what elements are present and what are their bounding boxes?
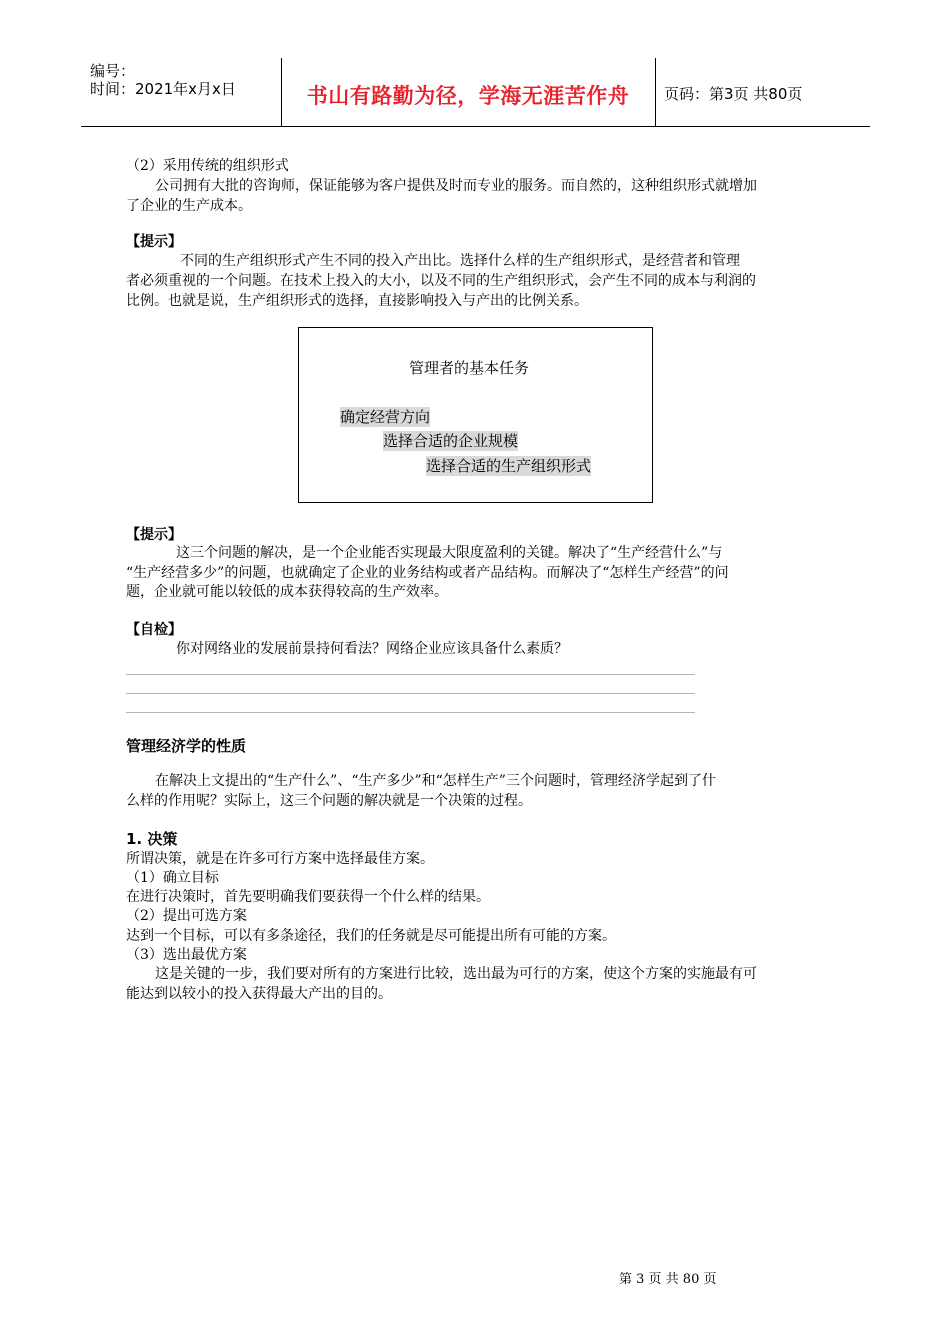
step-title: （3）选出最优方案 [126,947,247,963]
tip-line: 者必须重视的一个问题。在技术上投入的大小，以及不同的生产组织形式，会产生不同的成本与利润的 [126,273,756,289]
motto: 书山有路勤为径，学海无涯苦作舟 [306,83,630,108]
selfcheck-question: 你对网络业的发展前景持何看法？网络企业应该具备什么素质？ [176,641,568,657]
decision-heading: 1. 决策 [126,830,178,848]
box-item: 选择合适的企业规模 [383,432,519,450]
answer-line [126,693,695,694]
paragraph-line: 在进行决策时，首先要明确我们要获得一个什么样的结果。 [126,889,490,905]
paragraph-line: 么样的作用呢？实际上，这三个问题的解决就是一个决策的过程。 [126,793,532,809]
box-item: 选择合适的生产组织形式 [426,457,592,475]
paragraph-line: 这是关键的一步，我们要对所有的方案进行比较，选出最为可行的方案，使这个方案的实施最有可 [155,966,757,982]
answer-line [126,674,695,675]
tip-label: 【提示】 [126,527,182,543]
section-heading: （2）采用传统的组织形式 [126,158,289,174]
tip-line: 题，企业就可能以较低的成本获得较高的生产效率。 [126,584,448,600]
page-footer: 第 3 页 共 80 页 [619,1272,717,1287]
header-page-cell [655,58,870,126]
time-label: 时间：2021年x月x日 [90,80,236,98]
paragraph-line: 公司拥有大批的咨询师，保证能够为客户提供及时而专业的服务。而自然的，这种组织形式就增加 [155,178,757,194]
tip-line: 这三个问题的解决，是一个企业能否实现最大限度盈利的关键。解决了“生产经营什么”与 [176,545,723,561]
box-item: 确定经营方向 [340,408,431,426]
paragraph-line: 达到一个目标，可以有多条途径，我们的任务就是尽可能提出所有可能的方案。 [126,928,616,944]
selfcheck-label: 【自检】 [126,622,182,638]
tip-label: 【提示】 [126,234,182,250]
section-heading: 管理经济学的性质 [126,737,247,755]
tip-line: “生产经营多少”的问题，也就确定了企业的业务结构或者产品结构。而解决了“怎样生产经营”的问 [126,565,729,581]
paragraph-line: 在解决上文提出的“生产什么”、“生产多少”和“怎样生产”三个问题时，管理经济学起到了什 [155,773,716,789]
paragraph-line: 能达到以较小的投入获得最大产出的目的。 [126,986,392,1002]
page-info: 页码：第3页 共80页 [664,85,803,103]
page-header [81,58,870,127]
step-title: （1）确立目标 [126,870,219,886]
number-label: 编号： [90,62,136,80]
answer-line [126,712,695,713]
tip-line: 比例。也就是说，生产组织形式的选择，直接影响投入与产出的比例关系。 [126,293,588,309]
header-meta-cell [81,58,282,126]
paragraph-line: 了企业的生产成本。 [126,198,252,214]
basic-tasks-box [298,327,653,503]
paragraph-line: 所谓决策，就是在许多可行方案中选择最佳方案。 [126,851,434,867]
tip-line: 不同的生产组织形式产生不同的投入产出比。选择什么样的生产组织形式，是经营者和管理 [180,253,740,269]
box-title: 管理者的基本任务 [409,359,530,377]
header-motto-cell [281,58,656,126]
step-title: （2）提出可选方案 [126,908,247,924]
